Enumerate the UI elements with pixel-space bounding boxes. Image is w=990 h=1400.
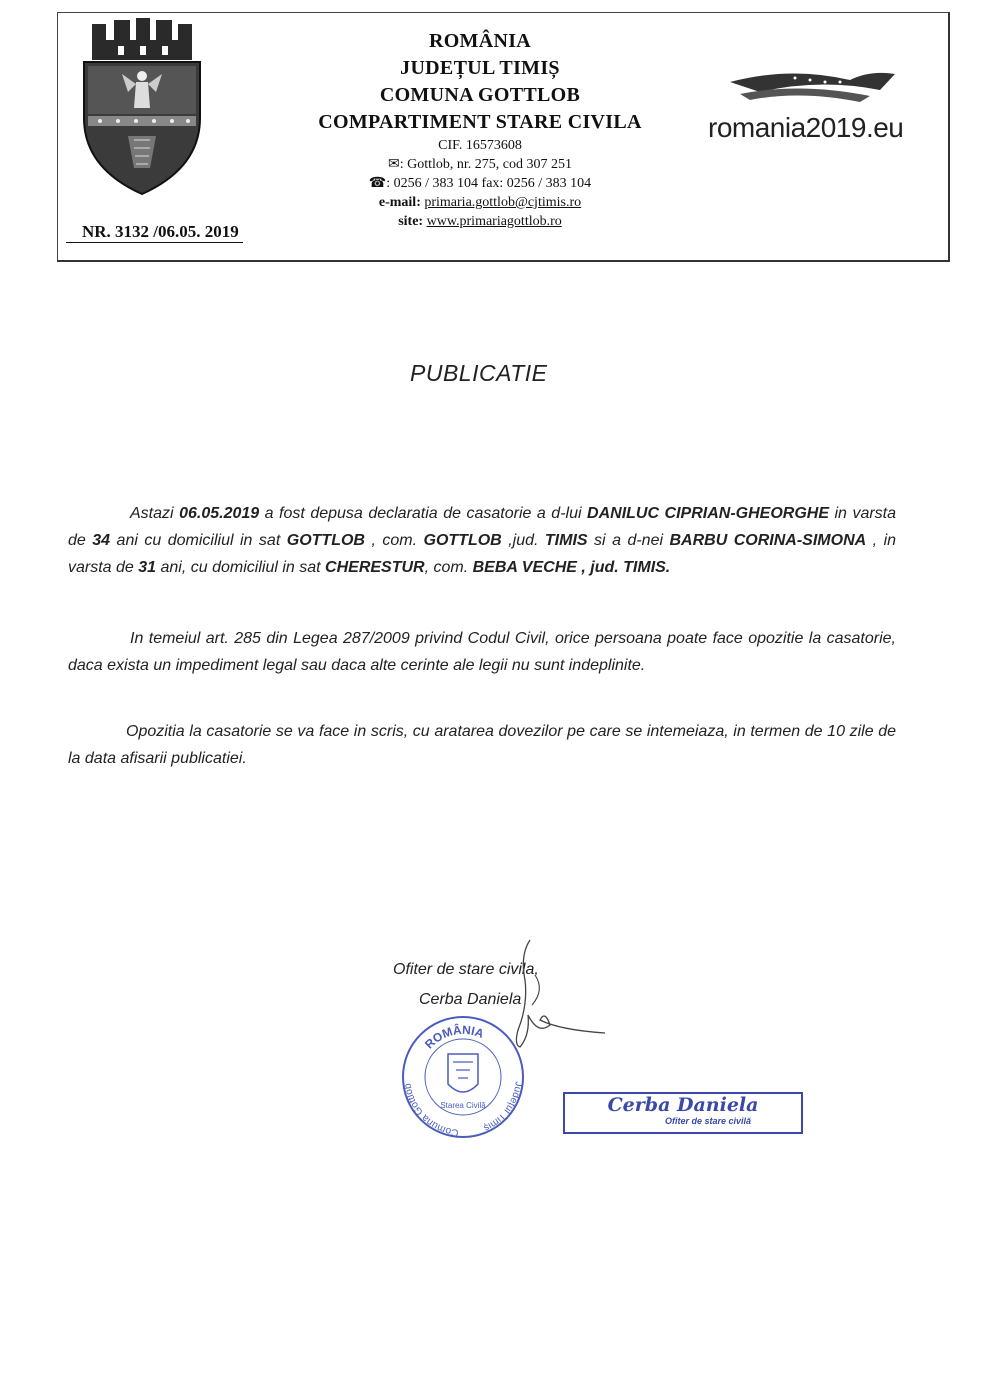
text-segment: si a d-nei: [587, 532, 670, 549]
seal-left-text: Comuna Gottlob: [402, 1082, 460, 1138]
bride-commune: BEBA VECHE , jud. TIMIS.: [472, 559, 671, 576]
civil-status-seal: [398, 1012, 528, 1142]
email-line: [270, 193, 690, 212]
address-text: : Gottlob, nr. 275, cod 307 251: [399, 157, 572, 172]
officer-name: Cerba Daniela: [419, 991, 522, 1008]
county-name: JUDEȚUL TIMIȘ: [400, 57, 560, 79]
email-label: e-mail:: [378, 195, 421, 210]
romania2019-logo-text: romania2019.eu: [708, 112, 904, 143]
text-segment: ,jud.: [501, 532, 545, 549]
phone-icon: ☎: [368, 176, 387, 191]
department-name: COMPARTIMENT STARE CIVILA: [318, 111, 642, 133]
groom-county: TIMIS: [544, 532, 588, 549]
romania2019-swoosh-icon: [700, 60, 915, 160]
text-segment: , com.: [364, 532, 424, 549]
groom-name: DANILUC CIPRIAN-GHEORGHE: [587, 505, 829, 522]
text-segment: ani, cu domiciliul in sat: [156, 559, 326, 576]
text-segment: in varsta de: [68, 505, 897, 549]
site-line: [270, 212, 690, 231]
declaration-date: 06.05.2019: [179, 505, 260, 522]
legal-basis-paragraph: In temeiul art. 285 din Legea 287/2009 privind Codul Civil, orice persoana poate face opozitie la casatorie, daca exista un impediment legal sau daca alte cerinte ale legii nu sunt indeplinite.: [68, 630, 896, 674]
opposition-paragraph: Opozitia la casatorie se va face in scris, cu aratarea dovezilor pe care se intemeiaza, in termen de 10 zile de la data afisarii publicatiei.: [68, 723, 896, 767]
country-name: ROMÂNIA: [428, 30, 532, 52]
text-segment: a fost depusa declaratia de casatorie a d-lui: [259, 505, 588, 522]
envelope-icon: ✉: [387, 157, 400, 172]
site-label: site:: [398, 214, 424, 229]
groom-village: GOTTLOB: [286, 532, 365, 549]
declaration-paragraph: [68, 500, 896, 581]
bride-age: 31: [138, 559, 157, 576]
svg-text:Comuna Gottlob: [402, 1082, 459, 1138]
cif-number: CIF. 16573608: [438, 138, 522, 153]
coat-of-arms-icon: [78, 18, 206, 196]
commune-name: COMUNA GOTTLOB: [379, 84, 581, 106]
text-segment: Astazi: [130, 505, 180, 522]
stamp-role: Ofiter de stare civilă: [664, 1116, 752, 1126]
phone-text: : 0256 / 383 104 fax: 0256 / 383 104: [386, 176, 592, 191]
phone-line: [270, 174, 690, 193]
text-segment: , in varsta de: [68, 532, 897, 576]
officer-role: Ofiter de stare civila,: [393, 961, 539, 978]
email-link[interactable]: primaria.gottlob@cjtimis.ro: [424, 195, 582, 210]
svg-text:Județul Timiș: [482, 1081, 524, 1134]
registration-number: NR. 3132 /06.05. 2019: [66, 222, 243, 243]
officer-stamp: [563, 1092, 803, 1134]
seal-right-text: Județul Timiș: [481, 1080, 524, 1134]
stamp-name: Cerba Daniela: [607, 1094, 759, 1116]
groom-commune: GOTTLOB: [423, 532, 502, 549]
text-segment: ani cu domiciliul in sat: [110, 532, 287, 549]
text-segment: , com.: [424, 559, 473, 576]
document-title: PUBLICATIE: [410, 360, 548, 386]
site-link[interactable]: www.primariagottlob.ro: [426, 214, 562, 229]
bride-village: CHERESTUR: [325, 559, 425, 576]
bride-name: BARBU CORINA-SIMONA: [669, 532, 867, 549]
seal-center-text: Starea Civilă: [440, 1101, 486, 1110]
letterhead-text: [270, 28, 690, 231]
seal-top-text: ROMÂNIA: [421, 1022, 486, 1052]
address-line: [270, 155, 690, 174]
groom-age: 34: [92, 532, 111, 549]
